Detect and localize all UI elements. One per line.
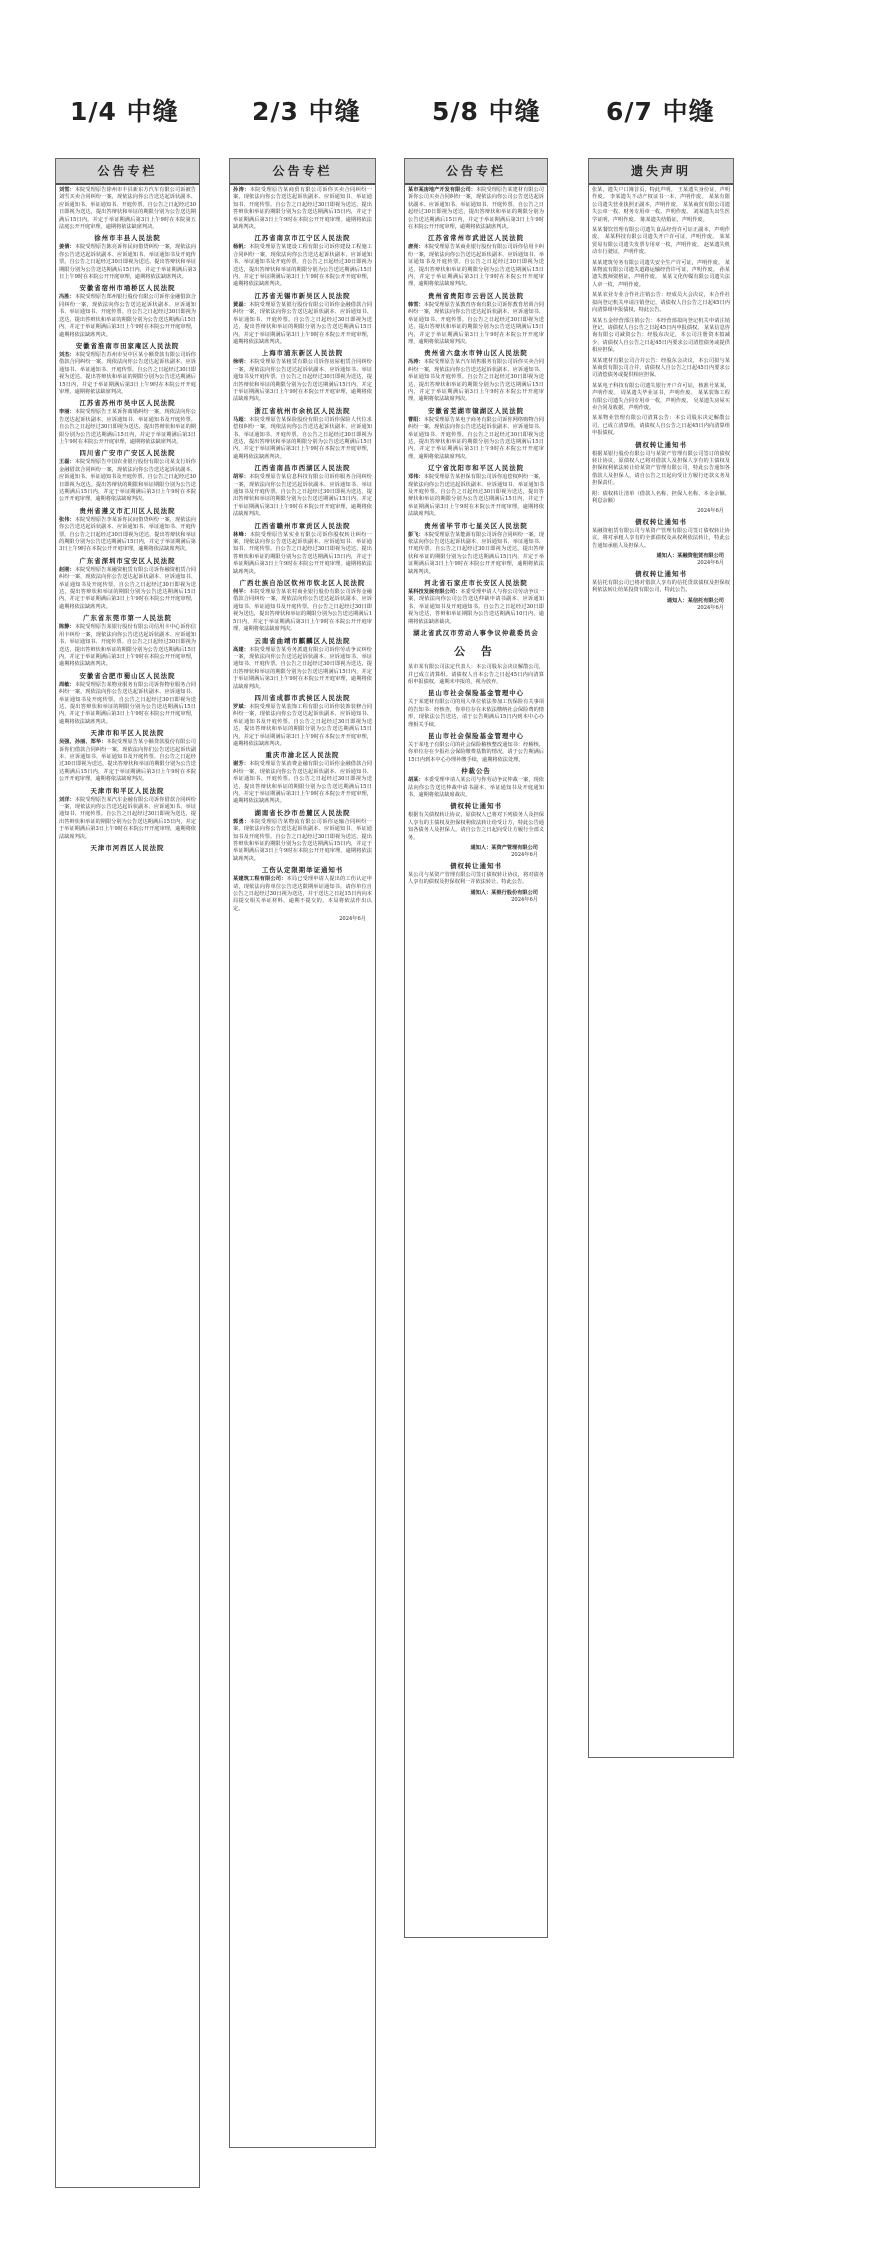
notice-paragraph	[592, 227, 730, 257]
notice-addressee: 某科技发展有限公司：	[408, 589, 461, 596]
notice-addressee: 孙涛：	[233, 187, 250, 193]
notice-paragraph	[59, 409, 196, 446]
column-header: 遗失声明	[589, 159, 733, 185]
notice-addressee: 某市某房地产开发有限公司：	[408, 187, 477, 193]
notice-paragraph	[592, 260, 730, 290]
notice-addressee: 林峰：	[233, 531, 250, 538]
notice-addressee: 王磊：	[59, 459, 75, 466]
column-label-6-7: 6/7 中缝	[606, 97, 715, 126]
notice-body-text: 本院受理原告某汽车销售服务有限公司诉你买卖合同纠纷一案，现依法向你公告送达起诉状副本、应诉通知书、举证通知书及开庭传票。自公告之日起经过30日即视为送达，提出答辩状和举证的期限分别为公告送达期满后15日内，并定于举证期满后第3日上午9时在本院公开开庭审理，逾期将依法缺席判决。	[408, 359, 544, 403]
notice-paragraph	[592, 451, 730, 488]
notice-addressee: 彭飞：	[408, 531, 424, 538]
notice-issuer: 广东省深圳市宝安区人民法院	[79, 556, 176, 565]
notice-addressee: 李丽：	[59, 409, 75, 416]
notice-paragraph	[592, 415, 730, 437]
notice-date: 2024年6月	[697, 560, 724, 567]
notice-paragraph	[408, 589, 544, 626]
notice-issuer: 湖北省武汉市劳动人事争议仲裁委员会	[413, 629, 539, 638]
notice-paragraph	[59, 459, 196, 503]
notice-paragraph	[592, 318, 730, 355]
notice-paragraph	[59, 352, 196, 396]
notice-issuer: 债权转让通知书	[635, 517, 687, 526]
notice-paragraph	[59, 294, 196, 338]
notice-date: 2024年6月	[339, 916, 366, 923]
notice-body-text: 本院受理原告李某诉你民间借贷纠纷一案，现依法向你公告送达起诉状副本、应诉通知书、举证通知书、开庭传票。自公告之日起经过30日即视为送达，提出答辩状和举证的期限分别为公告送达期满后15日内，并定于举证期满后第3日上午9时在本院公开开庭审理，逾期将依法缺席判决。	[59, 516, 196, 553]
notice-body-text: 本院受理原告中国农业银行股份有限公司某支行诉你金融借款合同纠纷一案，现依法向你公告送达起诉状副本、应诉通知书、举证通知书及开庭传票。自公告之日起经过30日即视为送达。提出答辩状的期限和举证期限分别为公告送达期满后15日内，并定于举证期满后第3日上午9时在本院公开开庭审理，逾期将依法缺席判决。	[59, 459, 196, 503]
notice-issuer: 贵州省六盘水市钟山区人民法院	[424, 349, 528, 358]
notice-body-text: 本院受理原告某教育咨询有限公司诉你教育培训合同纠纷一案，现依法向你公告送达起诉状副本、应诉通知书、举证通知书、开庭传票。自公告之日起经过30日即视为送达，提出答辩状和举证的期限分别为公告送达期满后15日内，并定于举证期满后第3日上午9时在本院公开开庭审理，逾期将依法缺席判决。	[408, 301, 544, 345]
notice-paragraph	[408, 187, 544, 231]
notice-body-text: 某某建筑劳务有限公司遗失安全生产许可证，声明作废。 某某物流有限公司遗失道路运输经营许可证，声明作废。 孙某遗失教师资格证，声明作废。 某某文化传媒有限公司遗失法人章一枚，声明作废。	[592, 259, 730, 288]
notice-paragraph	[408, 417, 544, 461]
notice-addressee: 张伟：	[59, 516, 75, 523]
notice-paragraph	[59, 682, 196, 726]
column-header: 公告专栏	[230, 159, 375, 185]
notice-addressee: 周敏：	[59, 681, 75, 688]
notice-issuer: 天津市河西区人民法院	[90, 844, 165, 853]
notice-paragraph	[233, 244, 372, 288]
notice-paragraph	[408, 359, 544, 403]
notice-issuer: 贵州省毕节市七星关区人民法院	[424, 521, 528, 530]
notice-body-text: 本院受理原告某电子商务有限公司诉你网络购物合同纠纷一案，现依法向你公告送达起诉状副本、应诉通知书、举证通知书、开庭传票。自公告之日起经过30日即视为送达，提出答辩状和举证的期限分别为公告送达期满后15日内，并定于举证期满后第3日上午9时在本院公开开庭审理，逾期将依法缺席判决。	[408, 416, 544, 460]
notice-addressee: 黄磊：	[233, 301, 250, 308]
notice-addressee: 刘雪：	[59, 187, 75, 193]
notice-issuer: 江苏省苏州市吴中区人民法院	[79, 399, 176, 408]
notice-issuer: 债权转让通知书	[635, 440, 687, 449]
notice-body-text: 本院受理原告某商贸有限公司诉你买卖合同纠纷一案，现依法向你公告送达起诉状副本、应诉通知书、举证通知书、开庭传票。自公告之日起经过30日即视为送达，提出答辩状和举证的期限分别为公告送达期满后15日内，并定于举证期满后第3日上午9时在本院公开开庭审理，逾期将依法缺席判决。	[233, 187, 372, 231]
notice-paragraph	[408, 777, 544, 799]
column-label-2-3: 2/3 中缝	[252, 97, 361, 126]
notice-column-4	[588, 158, 734, 1758]
notice-body-text: 本院受理原告王某诉你离婚纠纷一案，现依法向你公告送达起诉状副本、应诉通知书、举证通知书及开庭传票。自公告之日起经过30日即视为送达，提出答辩状和举证的期限分别为公告送达期满后15日内，并定于举证期满后第3日上午9时在本院公开开庭审理，逾期将依法缺席判决。	[59, 409, 196, 445]
notice-issuer: 债权转让通知书	[635, 569, 687, 578]
notice-paragraph	[592, 528, 730, 550]
notice-addressee: 唐亮：	[408, 244, 424, 251]
notice-paragraph	[233, 359, 372, 403]
notice-body-text: 本院受理原告徐州市丰县新东方汽车有限公司诉被告刘雪买卖合同纠纷一案，现依法向你公告送达起诉状副本、应诉通知书、举证通知书、开庭传票。自公告之日起经过30日即视为送达，提出答辩状和举证的期限分别为公告送达期满后15日内。并定于举证期满后第3日上午9时在本院第五法庭公开开庭审理，逾期将依法缺席判决。	[59, 187, 196, 231]
notice-body-text: 本院受理原告郑州银行股份有限公司诉你金融借款合同纠纷一案，现依法向你公告送达起诉状副本、应诉通知书、举证通知书、开庭传票。自公告之日起经过30日即视为送达，提出答辩状和举证的期限分别为公告送达期满后15日内，并定于举证期满后第3日上午9时在本院公开开庭审理，逾期将依法缺席判决。	[59, 294, 196, 338]
notice-paragraph	[233, 876, 372, 913]
notice-body-text: 本院受理原告某商业银行股份有限公司诉你信用卡纠纷一案，现依法向你公告送达起诉状副本、应诉通知书、举证通知书及开庭传票。自公告之日起经过30日即视为送达，提出答辩状和举证的期限分别为公告送达期满后15日内，并定于举证期满后第3日上午9时在本院公开开庭审理，逾期将依法缺席判决。	[408, 244, 544, 288]
notice-addressee: 马超：	[233, 416, 250, 423]
notice-addressee: 曹阳：	[408, 416, 424, 423]
notice-paragraph	[408, 699, 544, 729]
notice-paragraph	[233, 187, 372, 231]
notice-paragraph	[59, 797, 196, 841]
notice-addressee: 胡某：	[408, 777, 424, 784]
notice-paragraph	[233, 417, 372, 461]
notice-body-text: 某公司与某资产管理有限公司签订债权转让协议，将对债务人享有的债权及担保权利一并依法转让，特此公告。	[408, 871, 544, 886]
notice-issuer: 河北省石家庄市长安区人民法院	[424, 579, 528, 588]
notice-paragraph	[233, 647, 372, 691]
notice-paragraph	[233, 819, 372, 863]
column-header: 公告专栏	[56, 159, 199, 185]
notice-issuer: 安徽省合肥市蜀山区人民法院	[79, 671, 176, 680]
notice-paragraph	[59, 244, 196, 281]
notice-paragraph	[233, 761, 372, 805]
notice-issuer: 安徽省宿州市埇桥区人民法院	[79, 284, 176, 293]
notice-issuer: 辽宁省沈阳市和平区人民法院	[427, 464, 525, 473]
notice-body-text: 本院受理原告某实业有限公司诉你股权转让纠纷一案，现依法向你公告送达起诉状副本、应诉通知书、举证通知书、开庭传票。自公告之日起经过30日即视为送达，提出答辩状和举证的期限分别为公告送达期满后15日内，并定于举证期满后第3日上午9时在本院公开开庭审理，逾期将依法缺席判决。	[233, 531, 372, 575]
notice-body-text: 某信托有限公司已将对借款人享有的信托贷款债权及担保权利依法转让给某投资有限公司，特此公告。	[592, 579, 730, 594]
notice-body-text: 某某餐饮管理有限公司遗失食品经营许可证正副本，声明作废。 某某科技有限公司遗失开户许可证，声明作废。 某某贸易有限公司遗失发票专用章一枚，声明作废。 赵某遗失机动车行驶证，声明作废。	[592, 227, 730, 256]
notice-body-text: 某某建材有限公司合并公告：经股东会决议，本公司拟与某某商贸有限公司合并，请债权人自公告之日起45日内要求公司清偿债务或提供相应担保。	[592, 357, 730, 379]
notice-addressee: 杨帆：	[233, 244, 250, 251]
notice-issuer: 贵州省遵义市汇川区人民法院	[79, 506, 176, 515]
notice-issuer: 广西壮族自治区钦州市钦北区人民法院	[239, 579, 366, 588]
notice-body-text: 本委受理申请人与你公司劳动争议一案，现依法向你公司公告送达仲裁申请书副本、应诉通知书、举证通知书及开庭通知书。自公告之日起经过30日即视为送达，答辩和举证期限为公告送达期满后10日内，逾期将依法缺席裁决。	[408, 589, 544, 625]
notice-paragraph	[408, 812, 544, 842]
notice-body-text: 本院受理原告某保险股份有限公司诉你保险人代位求偿权纠纷一案，现依法向你公告送达起诉状副本、应诉通知书、举证通知书、开庭传票。自公告之日起经过30日即视为送达，提出答辩状和举证的期限分别为公告送达期满后15日内，并定于举证期满后第3日上午9时在本院公开开庭审理，逾期将依法缺席判决。	[233, 416, 372, 460]
notice-section-title: 公 告	[454, 645, 498, 659]
notice-issuer: 天津市和平区人民法院	[90, 729, 165, 738]
notice-body-text: 某某五金经营部注销公告：本经营部拟向登记机关申请注销登记，请债权人自公告之日起45日内申报债权。 某某信息咨询有限公司减资公告：经股东决定，本公司注册资本拟减少，请债权人自公告之日起45日内要求公司清偿债务或提供相应担保。	[592, 317, 730, 354]
notice-addressee: 冯涛：	[408, 359, 424, 366]
notice-body-text: 本院受理原告某物业服务有限公司诉你物业服务合同纠纷一案，现依法向你公告送达起诉状副本、应诉通知书、举证通知书及开庭传票。自公告之日起经过30日即视为送达，提出答辩状和举证的期限分别为公告送达期满后15日内，并定于举证期满后第3日上午9时在本院公开开庭审理，逾期将依法缺席判决。	[59, 681, 196, 725]
notice-paragraph	[408, 742, 544, 764]
column-body	[230, 185, 375, 927]
notice-body-text: 本院受理原告某融资租赁有限公司诉你融资租赁合同纠纷一案，现依法向你公告送达起诉状副本、应诉通知书、举证通知书及开庭传票。自公告之日起经过30日即视为送达，提出答辩状和举证的期限分别为公告送达期满后15日内，并定于举证期满后第3日上午9时在本院公开开庭审理，逾期将依法缺席判决。	[59, 566, 196, 610]
notice-issuer: 江西省南昌市西湖区人民法院	[254, 464, 351, 473]
notice-paragraph	[592, 187, 730, 224]
notice-addressee: 何平：	[233, 589, 250, 596]
notice-addressee: 邓伟：	[408, 474, 424, 481]
column-body	[56, 185, 199, 857]
notice-paragraph	[592, 491, 730, 506]
notice-addressee: 某建筑工程有限公司：	[233, 876, 287, 883]
notice-body-text: 本院受理原告某劳务派遣有限公司诉你劳动争议纠纷一案，现依法向你公告送达起诉状副本、应诉通知书、举证通知书、开庭传票。自公告之日起经过30日即视为送达，提出答辩状和举证的期限分别为公告送达期满后15日内，并定于举证期满后第3日上午9时在本院公开开庭审理，逾期将依法缺席判决。	[233, 646, 372, 690]
notice-body-text: 张某，遗失户口簿首页，特此声明。 王某遗失身份证，声明作废。 李某遗失不动产权证书一本，声明作废。 某某有限公司遗失营业执照正副本，声明作废。 某某商贸有限公司遗失公章一枚、财务专用章一枚，声明作废。 刘某遗失出生医学证明，声明作废。 陈某遗失结婚证，声明作废。	[592, 187, 730, 223]
notice-body-text: 本院受理原告某租赁有限公司诉你房屋租赁合同纠纷一案，现依法向你公告送达起诉状副本、应诉通知书、举证通知书及开庭传票。自公告之日起经过30日即视为送达，提出答辩状和举证的期限分别为公告送达期满后15日内，并定于举证期满后第3日上午9时在本院公开开庭审理，逾期将依法缺席判决。	[233, 359, 372, 403]
notice-issuer: 债权转让通知书	[450, 802, 502, 811]
notice-paragraph	[233, 589, 372, 633]
notice-issuer: 湖南省长沙市岳麓区人民法院	[254, 808, 351, 817]
notice-paragraph	[408, 474, 544, 518]
notice-issuer: 江西省赣州市章贡区人民法院	[254, 521, 351, 530]
notice-issuer: 徐州市丰县人民法院	[94, 234, 161, 243]
notice-issuer: 浙江省杭州市余杭区人民法院	[254, 406, 351, 415]
column-body	[589, 185, 733, 616]
notice-body-text: 本院受理原告某能源有限公司诉你合同纠纷一案，现依法向你公告送达起诉状副本、应诉通知书、举证通知书、开庭传票。自公告之日起经过30日即视为送达，提出答辩状和举证的期限分别为公告送达期满后15日内，并定于举证期满后第3日上午9时在本院公开开庭审理，逾期将依法缺席判决。	[408, 531, 544, 575]
notice-body-text: 本院受理原告某银行股份有限公司诉你金融借款合同纠纷一案，现依法向你公告送达起诉状副本、应诉通知书、举证通知书、开庭传票。自公告之日起经过30日即视为送达，提出答辩状和举证的期限分别为公告送达期满后15日内，并定于举证期满后第3日上午9时在本院公开开庭审理，逾期将依法缺席判决。	[233, 301, 372, 345]
notice-issuer: 江苏省南京市江宁区人民法院	[254, 234, 351, 243]
notice-body-text: 关于某电子有限公司的社会保险稽核整改通知书：经稽核，你单位存在少报社会保险缴费基数的情况，请于公告期满后15日内到本中心办理补缴手续，逾期将依法处理。	[408, 741, 544, 763]
notice-paragraph	[233, 474, 372, 518]
notice-addressee: 赵刚：	[59, 566, 75, 573]
notice-addressee: 罗斌：	[233, 703, 250, 710]
notice-date: 2024年6月	[511, 897, 538, 904]
notice-issuer: 重庆市渝北区人民法院	[265, 751, 340, 760]
notice-addressee: 姜倩：	[59, 244, 75, 251]
notice-body-text: 本院受理原告某消费金融有限公司诉你金融借款合同纠纷一案，现依法向你公告送达起诉状副本、应诉通知书、举证通知书、开庭传票。自公告之日起经过30日即视为送达，提出答辩状和举证的期限分别为公告送达期满后15日内，并定于举证期满后第3日上午9时在本院公开开庭审理，逾期将依法缺席判决。	[233, 761, 372, 805]
notice-issuer: 四川省成都市武侯区人民法院	[254, 693, 351, 702]
notice-issuer: 债权转让通知书	[450, 861, 502, 870]
column-body	[405, 185, 547, 907]
notice-issuer: 安徽省芜湖市镜湖区人民法院	[427, 406, 525, 415]
notice-addressee: 刘洋：	[59, 796, 75, 803]
notice-addressee: 高建：	[233, 646, 250, 653]
notice-paragraph	[408, 244, 544, 288]
notice-signature: 通知人：某银行股份有限公司	[470, 889, 538, 896]
notice-issuer: 昆山市社会保险基金管理中心	[427, 731, 525, 740]
notice-column-3	[404, 158, 548, 1938]
notice-body-text: 本院受理原告某银行股份有限公司信用卡中心诉你信用卡纠纷一案，现依法向你公告送达起诉状副本、应诉通知书、举证通知书、开庭传票。自公告之日起经过30日即视为送达，提出答辩状和举证的期限分别为公告送达期满后15日内，并定于举证期满后第3日上午9时在本院公开开庭审理，逾期将依法缺席判决。	[59, 624, 196, 668]
notice-issuer: 上海市浦东新区人民法院	[261, 349, 344, 358]
column-label-1-4: 1/4 中缝	[70, 97, 179, 126]
notice-addressee: 徐明：	[233, 359, 250, 366]
column-label-5-8: 5/8 中缝	[432, 97, 541, 126]
column-header: 公告专栏	[405, 159, 547, 185]
notice-paragraph	[233, 532, 372, 576]
notice-body-text: 本院受理原告某小额贷款股份有限公司诉你们借款合同纠纷一案，现依法向你们公告送达起诉状副本、应诉通知书、举证通知书及开庭传票。自公告之日起经过30日即视为送达，提出答辩状和举证的期限分别为公告送达期满后15日内，并定于举证期满后第3日上午9时在本院公开开庭审理，逾期将依法缺席判决。	[59, 739, 196, 783]
notice-issuer: 广东省东莞市第一人民法院	[83, 614, 172, 623]
notice-issuer: 仲裁公告	[461, 767, 491, 776]
notice-body-text: 本院受理原告某农村商业银行股份有限公司诉你金融借款合同纠纷一案，现依法向你公告送达起诉状副本、应诉通知书、举证通知书及开庭传票。自公告之日起经过30日即视为送达，提出答辩状和举证的期限分别为公告送达期满后15日内，并定于举证期满后第3日上午9时在本院公开开庭审理，逾期将依法缺席判决。	[233, 589, 372, 633]
notice-body-text: 附：债权转让清单（借款人名称、担保人名称、本金余额、利息余额）	[592, 490, 730, 505]
notice-paragraph	[408, 664, 544, 686]
notice-paragraph	[59, 517, 196, 554]
notice-addressee: 胡军：	[233, 474, 250, 481]
notice-paragraph	[59, 624, 196, 668]
notice-date: 2024年6月	[511, 852, 538, 859]
notice-body-text: 本院受理原告某装饰工程有限公司诉你装饰装修合同纠纷一案，现依法向你公告送达起诉状副本、应诉通知书、举证通知书及开庭传票。自公告之日起经过30日即视为送达，提出答辩状和举证的期限分别为公告送达期满后15日内，并定于举证期满后第3日上午9时在本院公开开庭审理，逾期将依法缺席判决。	[233, 703, 372, 747]
notice-issuer: 工伤认定限期举证通知书	[261, 866, 344, 875]
notice-body-text: 本院受理原告某信息科技有限公司诉你服务合同纠纷一案，现依法向你公告送达起诉状副本、应诉通知书、举证通知书及开庭传票。自公告之日起经过30日即视为送达，提出答辩状和举证的期限分别为公告送达期满后15日内，并定于举证期满后第3日上午9时在本院公开开庭审理，逾期将依法缺席判决。	[233, 474, 372, 518]
notice-paragraph	[592, 292, 730, 314]
notice-paragraph	[233, 704, 372, 748]
notice-paragraph	[59, 187, 196, 231]
notice-body-text: 本委受理申请人某公司与你劳动争议仲裁一案，现依法向你公告送达仲裁申请书副本、举证通知书及开庭通知书，逾期将依法缺席裁决。	[408, 777, 544, 798]
notice-addressee: 谢芳：	[233, 761, 250, 768]
notice-paragraph	[408, 302, 544, 346]
notice-issuer: 云南省曲靖市麒麟区人民法院	[254, 636, 351, 645]
notice-column-1	[55, 158, 200, 2188]
notice-paragraph	[59, 567, 196, 611]
notice-paragraph	[59, 739, 196, 783]
notice-body-text: 某某电子科技有限公司遗失银行开户许可证，核准号某某，声明作废。 周某遗失毕业证书，声明作废。 某某装饰工程有限公司遗失合同专用章一枚，声明作废。 吴某遗失房屋买卖合同及收据，声明作废。	[592, 382, 730, 411]
notice-paragraph	[408, 532, 544, 576]
notice-paragraph	[592, 358, 730, 380]
notice-addressee: 冯胜：	[59, 294, 75, 301]
notice-body-text: 本院受理原告某物流有限公司诉你运输合同纠纷一案，现依法向你公告送达起诉状副本、应诉通知书、举证通知书及开庭传票。自公告之日起经过30日即视为送达，提出答辩状和举证的期限分别为公告送达期满后15日内，并定于举证期满后第3日上午9时在本院公开开庭审理，逾期将依法缺席判决。	[233, 818, 372, 862]
notice-issuer: 天津市和平区人民法院	[90, 786, 165, 795]
notice-body-text: 某融资租赁有限公司与某资产管理有限公司签订债权转让协议，将对承租人享有的全部债权及从权利依法转让，特此公告通知承租人及担保人。	[592, 527, 730, 549]
notice-paragraph	[592, 383, 730, 413]
notice-date: 2024年6月	[697, 605, 724, 612]
notice-body-text: 本局已受理申请人提出的工伤认定申请，现依法向你单位公告送达限期举证通知书。请你单位自公告之日起经过30日视为送达，并于送达之日起15日内向本局提交相关举证材料，逾期不提交的，本局将依法作出认定。	[233, 876, 372, 912]
notice-body-text: 根据某银行股份有限公司与某资产管理有限公司签订的债权转让协议，原债权人已将对借款人及担保人享有的主债权及担保权利依法转让给某资产管理有限公司，特此公告通知各借款人及担保人，请自公告之日起向受让方履行还款义务及担保责任。	[592, 450, 730, 487]
notice-addressee: 韩雪：	[408, 301, 424, 308]
notice-body-text: 根据有关债权转让协议，原债权人已将对下列债务人及担保人享有的主债权及担保权利依法转让给受让方，特此公告通知各债务人及担保人，请自公告之日起向受让方履行全部义务。	[408, 812, 544, 841]
notice-body-text: 关于某建材有限公司的用人单位依法参加工伤保险有关事项的告知书：经核查，你单位存在未依法缴纳社会保险费的情形，现依法公告送达，请于公告期满后15日内到本中心办理相关手续。	[408, 699, 544, 728]
notice-issuer: 江苏省常州市武进区人民法院	[427, 234, 525, 243]
notice-addressee: 郭勇：	[233, 818, 250, 825]
notice-addressee: 陈静：	[59, 624, 75, 631]
notice-date: 2024年6月	[697, 508, 724, 515]
notice-body-text: 本院受理原告某建设工程有限公司诉你建设工程施工合同纠纷一案，现依法向你公告送达起诉状副本、应诉通知书、举证通知书及开庭传票。自公告之日起经过30日即视为送达，提出答辩状和举证的期限分别为公告送达期满后15日内，并定于举证期满后第3日上午9时在本院公开开庭审理，逾期将依法缺席判决。	[233, 244, 372, 288]
notice-signature: 通知人：某融资租赁有限公司	[656, 553, 724, 560]
notice-body-text: 某市某有限公司法定代表人：本公司股东会决议解散公司，并已成立清算组。请债权人自本公告之日起45日内向清算组申报债权，逾期未申报的，视为放弃。	[408, 664, 544, 685]
notice-signature: 通知人：某资产管理有限公司	[470, 845, 538, 851]
notice-issuer: 安徽省淮南市田家庵区人民法院	[75, 341, 180, 350]
notice-body-text: 某某物业管理有限公司清算公告：本公司股东决定解散公司，已成立清算组，请债权人自公告之日起45日内向清算组申报债权。	[592, 415, 730, 437]
notice-column-2	[229, 158, 376, 2148]
notice-paragraph	[592, 580, 730, 595]
notice-addressee: 刘杰：	[59, 351, 75, 358]
notice-body-text: 本院受理原告某汽车金融有限公司诉你借款合同纠纷一案，现依法向你公告送达起诉状副本、应诉通知书、举证通知书、开庭传票。自公告之日起经过30日即视为送达，提出答辩状和举证的期限分别为公告送达期满后15日内，并定于举证期满后第3日上午9时在本院公开开庭审理，逾期将依法缺席判决。	[59, 796, 196, 840]
notice-body-text: 某某农业专业合作社注销公告：经成员大会决议，本合作社拟向登记机关申请注销登记，请债权人自公告之日起45日内向清算组申报债权，特此公告。	[592, 292, 730, 314]
notice-paragraph	[408, 872, 544, 887]
notice-body-text: 本院受理原告苏州市吴中区某小额贷款有限公司诉你借款合同纠纷一案，现依法向你公告送达起诉状副本、应诉通知书、举证通知书、开庭传票。自公告之日起经过30日即视为送达。提出答辩状和举证的期限分别为公告送达期满后15日内，并定于举证期满后第3日上午9时在本院公开开庭审理，逾期将依法缺席判决。	[59, 351, 196, 395]
notice-paragraph	[233, 302, 372, 346]
notice-body-text: 本院受理原告某建材有限公司诉你公司买卖合同纠纷一案，现依法向你公司公告送达起诉状副本、应诉通知书、举证通知书、开庭传票。自公告之日起经过30日即视为送达，提出答辩状和举证的期限分别为公告送达期满后15日内，并定于举证期满后第3日上午9时在本院公开开庭审理，逾期将依法缺席判决。	[408, 187, 544, 231]
notice-addressee: 吴强、孙丽、郑华：	[59, 739, 107, 746]
notice-signature: 通知人：某信托有限公司	[666, 597, 724, 604]
notice-body-text: 本院受理原告某担保有限公司诉你追偿权纠纷一案，现依法向你公告送达起诉状副本、应诉通知书、举证通知书及开庭传票。自公告之日起经过30日即视为送达，提出答辩状和举证的期限分别为公告送达期满后15日内，并定于举证期满后第3日上午9时在本院公开开庭审理，逾期将依法缺席判决。	[408, 474, 544, 518]
notice-issuer: 昆山市社会保险基金管理中心	[427, 689, 525, 698]
notice-issuer: 贵州省贵阳市云岩区人民法院	[427, 291, 525, 300]
notice-issuer: 四川省广安市广安区人民法院	[79, 449, 176, 458]
notice-body-text: 本院受理原告陈亮诉你民间借贷纠纷一案，现依法向你公告送达起诉状副本、应诉通知书、举证通知书及开庭传票。自公告之日起经过30日即视为送达。提出答辩状和举证期限分别为公告送达期满后15日内，并定于举证期满后第3日上午9时在本院公开开庭审理，逾期将依法缺席判决。	[59, 244, 196, 281]
notice-issuer: 江苏省无锡市新吴区人民法院	[254, 291, 351, 300]
